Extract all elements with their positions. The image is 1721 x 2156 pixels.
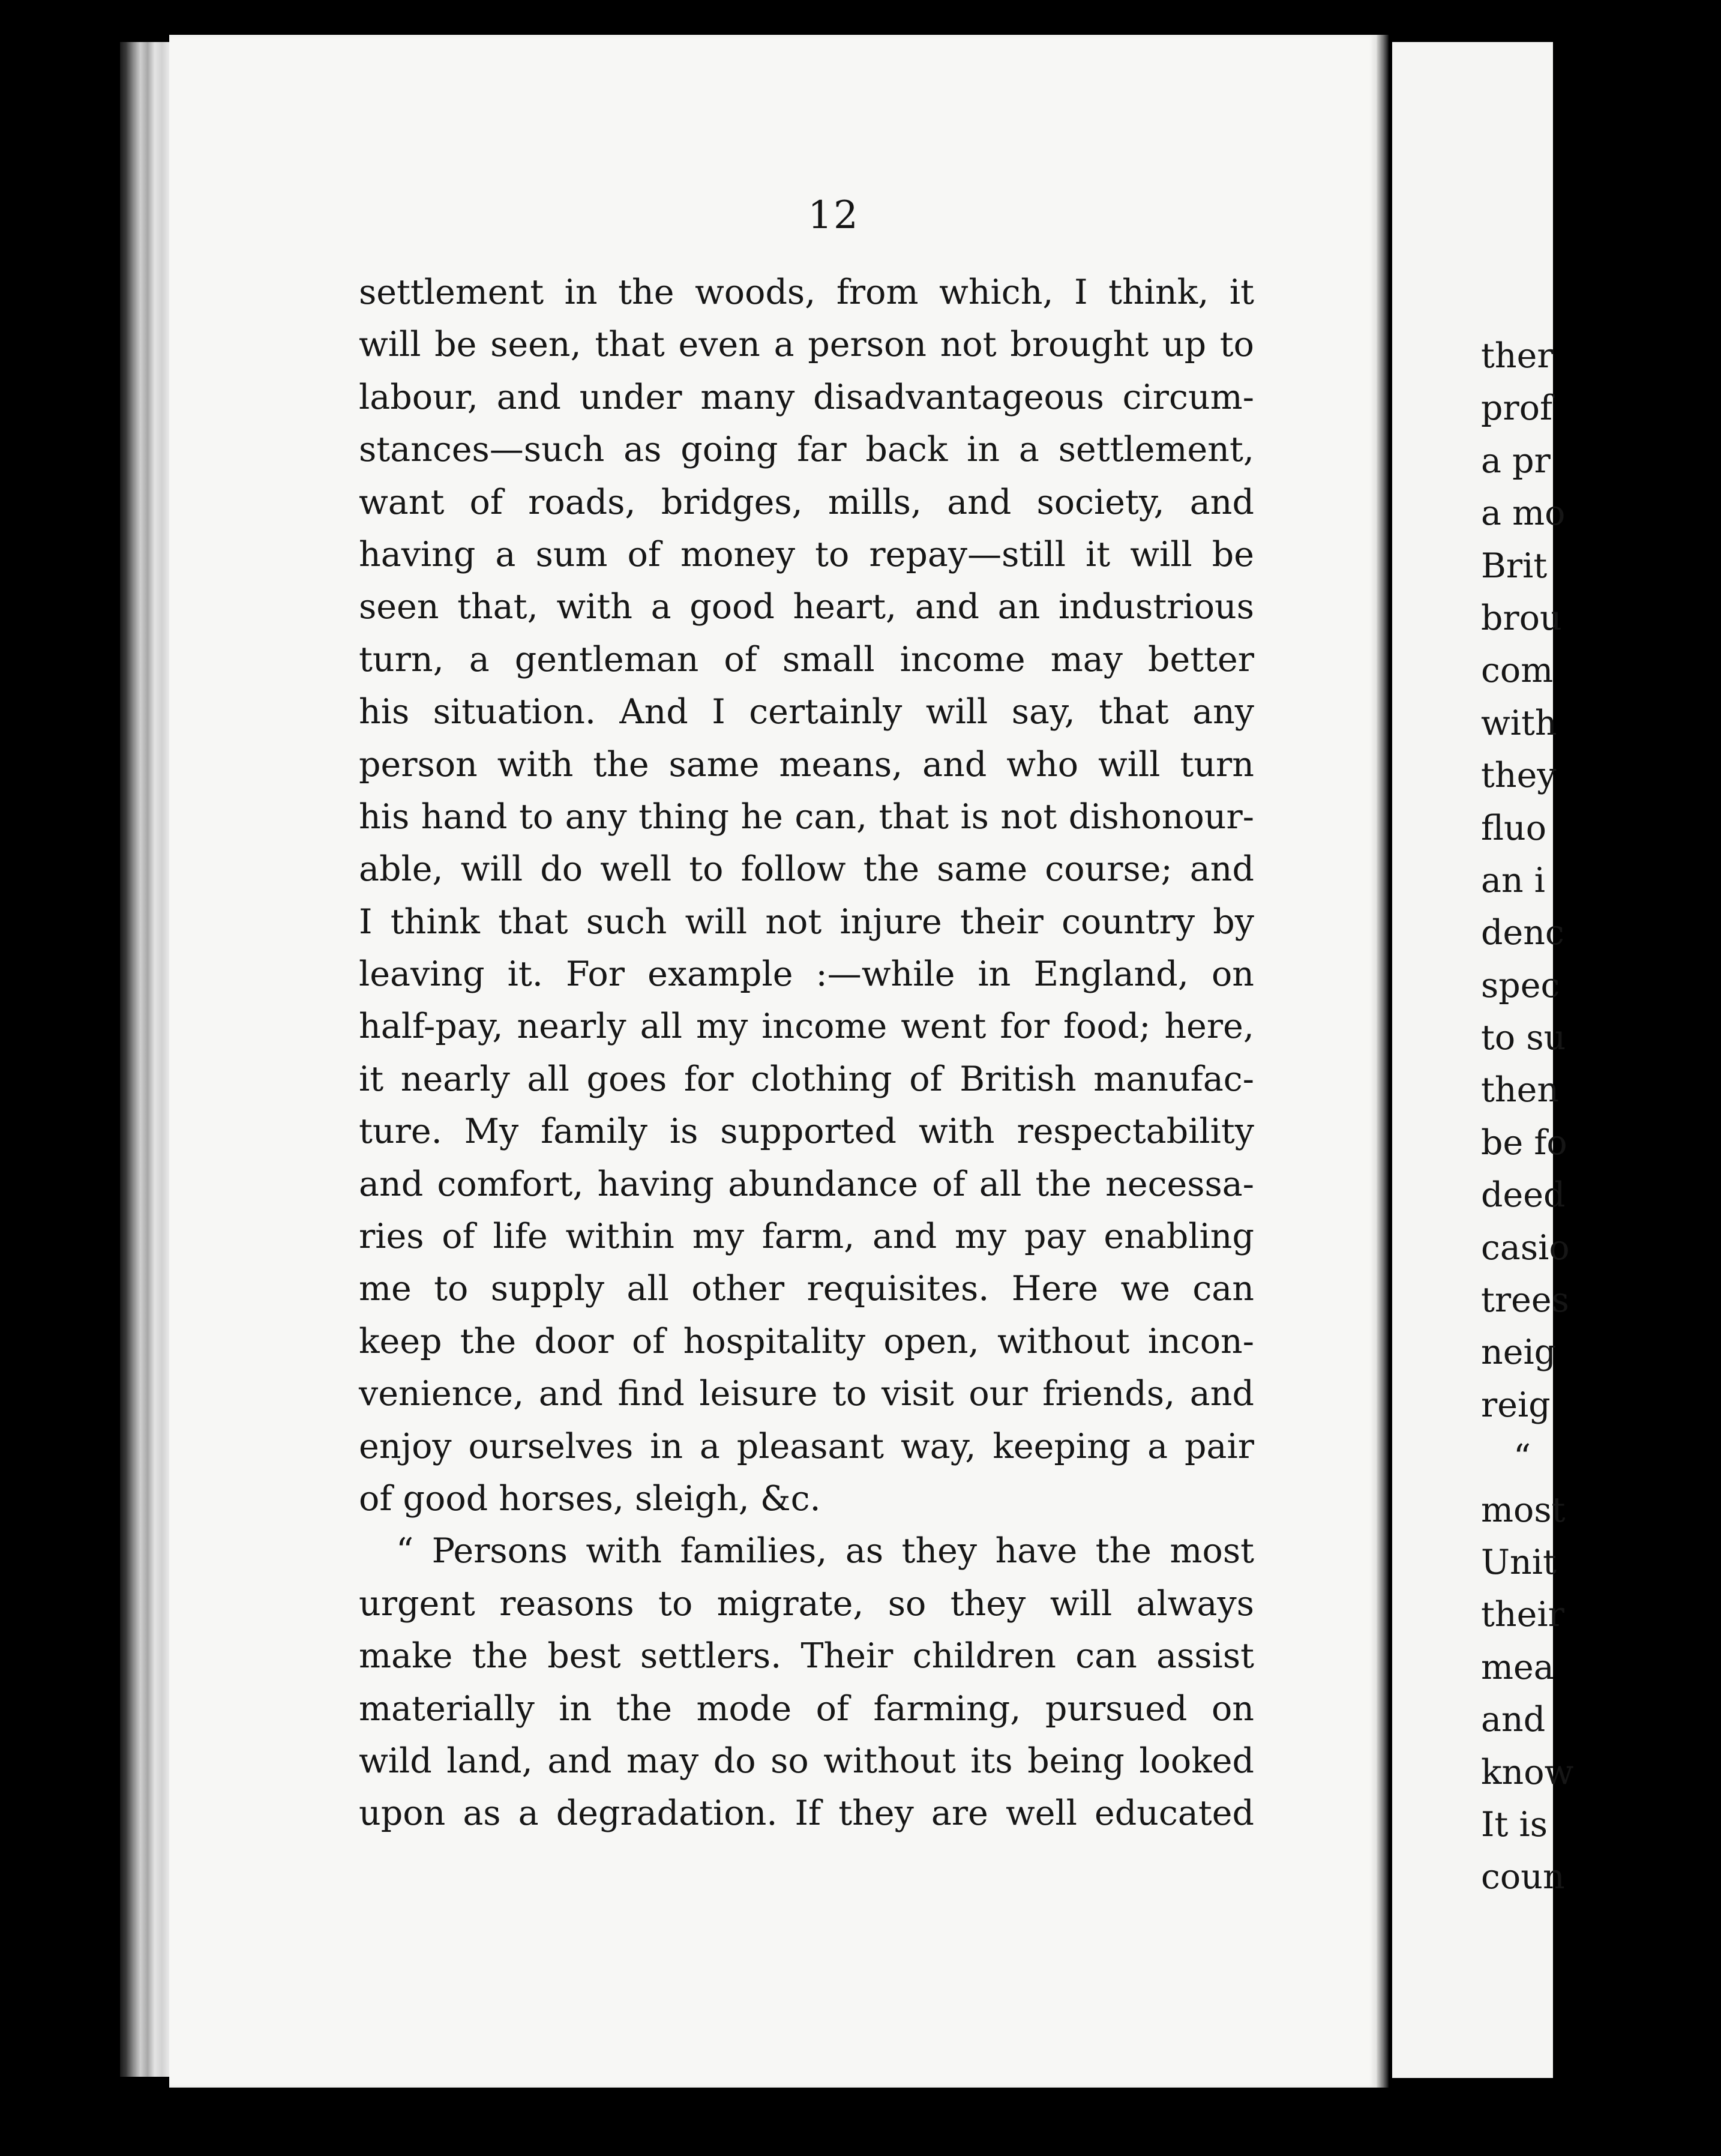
text-line: a mo	[1481, 493, 1566, 534]
text-line: upon as a degradation. If they are well educated	[359, 1793, 1254, 1834]
text-line: materially in the mode of farming, pursued on	[359, 1688, 1254, 1729]
text-line: I think that such will not injure their country by	[359, 902, 1254, 942]
text-line: their	[1481, 1595, 1564, 1635]
text-line: “	[1513, 1438, 1531, 1478]
text-line: “ Persons with families, as they have the most	[396, 1531, 1254, 1571]
text-line: enjoy ourselves in a pleasant way, keeping a pair	[359, 1426, 1254, 1466]
text-line: settlement in the woods, from which, I think, it	[359, 273, 1254, 312]
text-line: then	[1481, 1070, 1560, 1110]
left-page-text	[359, 266, 1254, 1840]
text-line: person with the same means, and who will turn	[359, 744, 1254, 784]
text-line: neig	[1481, 1332, 1557, 1373]
text-line: It is	[1481, 1804, 1548, 1844]
text-line: a pr	[1481, 441, 1551, 481]
book-binding-edge	[120, 42, 171, 2077]
right-page-fragment	[1392, 42, 1574, 2078]
text-line: and	[1481, 1700, 1546, 1740]
page-number: 12	[808, 193, 859, 238]
text-line: urgent reasons to migrate, so they will always	[359, 1583, 1254, 1624]
text-line: want of roads, bridges, mills, and society, and	[359, 482, 1254, 522]
text-line: ture. My family is supported with respectability	[359, 1112, 1254, 1152]
text-line: ries of life within my farm, and my pay enabling	[359, 1217, 1254, 1257]
text-line: fluo	[1481, 808, 1547, 848]
text-line: it nearly all goes for clothing of British manufac-	[359, 1059, 1254, 1099]
text-line: of good horses, sleigh, &c.	[359, 1478, 821, 1519]
text-line: be fo	[1481, 1122, 1567, 1163]
text-line: casio	[1481, 1227, 1570, 1268]
text-line: seen that, with a good heart, and an industrious	[359, 587, 1254, 627]
text-line: will be seen, that even a person not brought up to	[359, 325, 1254, 365]
text-line: his situation. And I certainly will say, that any	[359, 692, 1254, 732]
text-line: mea	[1481, 1647, 1554, 1687]
text-line: know	[1481, 1752, 1574, 1792]
text-line: and comfort, having abundance of all the necessa-	[359, 1164, 1254, 1204]
text-line: venience, and find leisure to visit our friends, and	[359, 1374, 1254, 1414]
text-line: stances—such as going far back in a settlement,	[359, 430, 1254, 470]
text-line: make the best settlers. Their children can assist	[359, 1636, 1254, 1676]
text-line: most	[1481, 1490, 1566, 1530]
text-line: turn, a gentleman of small income may better	[359, 639, 1254, 679]
text-line: denc	[1481, 913, 1564, 953]
text-line: an i	[1481, 860, 1546, 900]
right-page-text	[1481, 330, 1721, 1904]
text-line: with	[1481, 703, 1557, 743]
text-line: able, will do well to follow the same course; and	[359, 849, 1254, 890]
text-line: Unit	[1481, 1542, 1557, 1582]
text-line: having a sum of money to repay—still it will be	[359, 534, 1254, 574]
text-line: his hand to any thing he can, that is not dishonour-	[359, 796, 1254, 837]
text-line: keep the door of hospitality open, without incon-	[359, 1321, 1254, 1361]
text-line: com	[1481, 651, 1554, 691]
text-line: deed	[1481, 1175, 1566, 1215]
text-line: trees	[1481, 1280, 1569, 1320]
text-line: coun	[1481, 1857, 1565, 1897]
text-line: they	[1481, 756, 1557, 796]
text-line: half-pay, nearly all my income went for food; here,	[359, 1007, 1254, 1047]
text-line: leaving it. For example :—while in England, on	[359, 954, 1254, 995]
text-line: wild land, and may do so without its being looked	[359, 1741, 1254, 1781]
text-line: Brit	[1481, 546, 1548, 586]
page-gutter	[1377, 35, 1389, 2088]
text-line: spec	[1481, 965, 1560, 1005]
text-line: to su	[1481, 1018, 1566, 1058]
text-line: labour, and under many disadvantageous circum-	[359, 377, 1254, 417]
text-line: ther	[1481, 336, 1554, 376]
text-line: prof	[1481, 388, 1553, 429]
text-line: brou	[1481, 598, 1562, 638]
text-line: reig	[1481, 1385, 1551, 1425]
text-line: me to supply all other requisites. Here we can	[359, 1269, 1254, 1309]
